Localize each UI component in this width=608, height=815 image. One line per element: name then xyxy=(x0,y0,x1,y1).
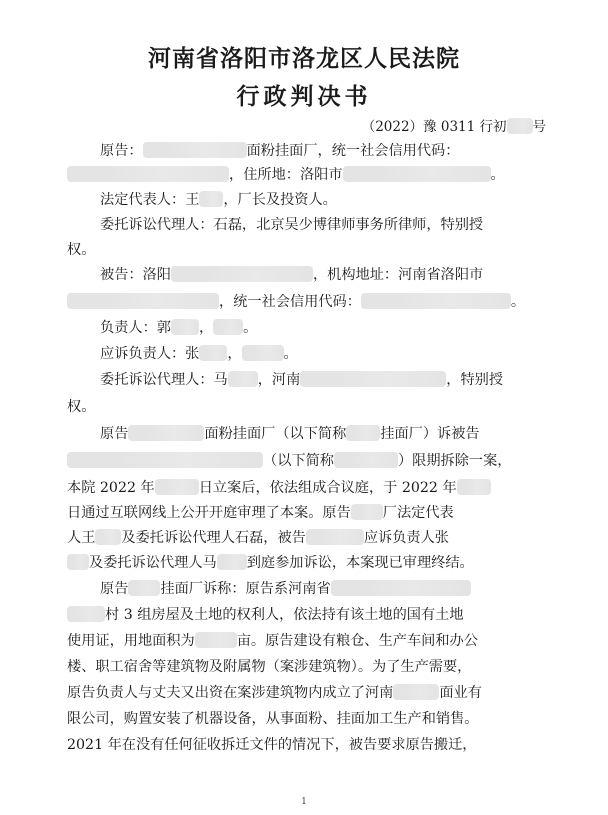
text: 。 xyxy=(243,320,258,336)
text: 及委托诉讼代理人马 xyxy=(89,555,217,571)
text-line: 限公司，购置安装了机器设备，从事面粉、挂面加工生产和销售。 xyxy=(67,711,479,727)
text: 挂面厂诉称：原告系河南省 xyxy=(160,581,331,597)
text-line xyxy=(67,165,505,185)
text-line: 2021 年在没有任何征收拆迁文件的情况下，被告要求原告搬迁， xyxy=(67,737,477,753)
text: ，住所地：洛阳市 xyxy=(229,167,343,183)
redaction xyxy=(346,425,380,441)
text: 日通过互联网线上公开开庭审理了本案。原告 xyxy=(67,505,351,521)
redaction xyxy=(361,293,511,309)
redaction xyxy=(67,293,219,309)
court-name: 河南省洛阳市洛龙区人民法院 xyxy=(148,45,460,72)
text-line xyxy=(67,553,474,573)
text: （以下简称 xyxy=(263,453,334,469)
text-line: 权。 xyxy=(67,399,96,415)
redaction xyxy=(128,425,204,441)
text: 应诉负责人张 xyxy=(363,530,449,546)
text-line xyxy=(100,344,298,364)
text: 。 xyxy=(490,167,505,183)
text: 挂面厂）诉被告 xyxy=(380,426,480,442)
text-line xyxy=(100,579,471,599)
redaction xyxy=(67,606,105,622)
text: 原告： xyxy=(100,143,143,159)
text-line: 委托诉讼代理人：石磊，北京吴少博律师事务所律师，特别授 xyxy=(100,217,484,233)
text-line: 楼、职工宿舍等建筑物及附属物（案涉建筑物）。为了生产需要， xyxy=(67,659,472,675)
text-line xyxy=(67,631,478,651)
text: 负责人：郭 xyxy=(100,320,171,336)
text-line xyxy=(67,503,454,523)
redaction xyxy=(351,504,383,520)
text: ，机构地址：河南省洛阳市 xyxy=(312,267,484,283)
text: 村 3 组房屋及土地的权利人，依法持有该土地的国有土地 xyxy=(105,607,464,623)
page-number: 1 xyxy=(301,797,307,807)
text-line xyxy=(67,528,449,548)
redaction xyxy=(67,554,89,570)
text-line xyxy=(67,478,491,498)
redaction xyxy=(199,191,223,207)
text: 委托诉讼代理人：马 xyxy=(100,372,228,388)
text: ， xyxy=(198,320,214,336)
text-line xyxy=(67,292,525,312)
case-number xyxy=(362,115,546,135)
text-line xyxy=(100,190,337,210)
redaction xyxy=(331,580,471,596)
text: 应诉负责人：张 xyxy=(100,346,200,362)
redaction xyxy=(228,371,258,387)
text: 人王 xyxy=(67,530,96,546)
redaction xyxy=(306,529,364,545)
text-line xyxy=(67,605,464,625)
text-line xyxy=(100,265,483,285)
text: 法定代表人：王 xyxy=(100,192,200,208)
text: ，特别授 xyxy=(446,372,504,388)
text: 面业有 xyxy=(439,685,482,701)
redaction xyxy=(143,142,247,158)
text: 原告 xyxy=(100,426,129,442)
text: 面粉挂面厂，统一社会信用代码： xyxy=(246,143,460,159)
text: 使用证，用地面积为 xyxy=(67,633,195,649)
redaction xyxy=(199,345,227,361)
redaction xyxy=(217,554,247,570)
text: 面粉挂面厂（以下简称 xyxy=(204,426,347,442)
text: 到庭参加诉讼，本案现已审理终结。 xyxy=(246,555,474,571)
text: ，厂长及投资人。 xyxy=(223,192,337,208)
text: ，河南 xyxy=(257,372,301,388)
redaction xyxy=(300,371,446,387)
text-line xyxy=(67,451,511,471)
text-line: 权。 xyxy=(67,242,96,258)
text-line xyxy=(100,424,480,444)
text-line xyxy=(67,683,482,703)
redaction xyxy=(457,479,491,495)
redaction xyxy=(128,580,160,596)
redaction xyxy=(242,345,284,361)
redaction xyxy=(213,319,243,335)
text: 厂法定代表 xyxy=(382,505,454,521)
text: 被告：洛阳 xyxy=(100,267,171,283)
text-line xyxy=(100,318,257,338)
text-line xyxy=(100,141,459,161)
text: 。 xyxy=(283,346,298,362)
text: ）限期拆除一案， xyxy=(397,453,512,469)
redaction xyxy=(171,266,313,282)
redaction xyxy=(67,452,263,468)
redaction xyxy=(155,479,199,495)
redaction xyxy=(393,684,439,700)
redaction xyxy=(507,118,533,134)
case-number-prefix: （2022）豫 0311 行初 xyxy=(361,119,507,135)
text: 及委托诉讼代理人石磊，被告 xyxy=(121,530,306,546)
document-type: 行政判决书 xyxy=(236,83,372,110)
text: ，统一社会信用代码： xyxy=(219,294,361,310)
redaction xyxy=(171,319,199,335)
text: 日立案后，依法组成合议庭，于 2022 年 xyxy=(198,480,457,496)
text: 原告 xyxy=(100,581,129,597)
text: 本院 2022 年 xyxy=(67,480,155,496)
text-line xyxy=(100,370,503,390)
text: 。 xyxy=(510,294,526,310)
text: 亩。原告建设有粮仓、生产车间和办公 xyxy=(236,633,478,649)
redaction xyxy=(195,632,237,648)
redaction xyxy=(95,529,121,545)
text: 原告负责人与丈夫又出资在案涉建筑物内成立了河南 xyxy=(67,685,394,701)
case-number-suffix: 号 xyxy=(532,119,546,135)
redaction xyxy=(334,452,398,468)
redaction xyxy=(67,166,229,182)
redaction xyxy=(343,166,491,182)
text: ， xyxy=(227,346,242,362)
